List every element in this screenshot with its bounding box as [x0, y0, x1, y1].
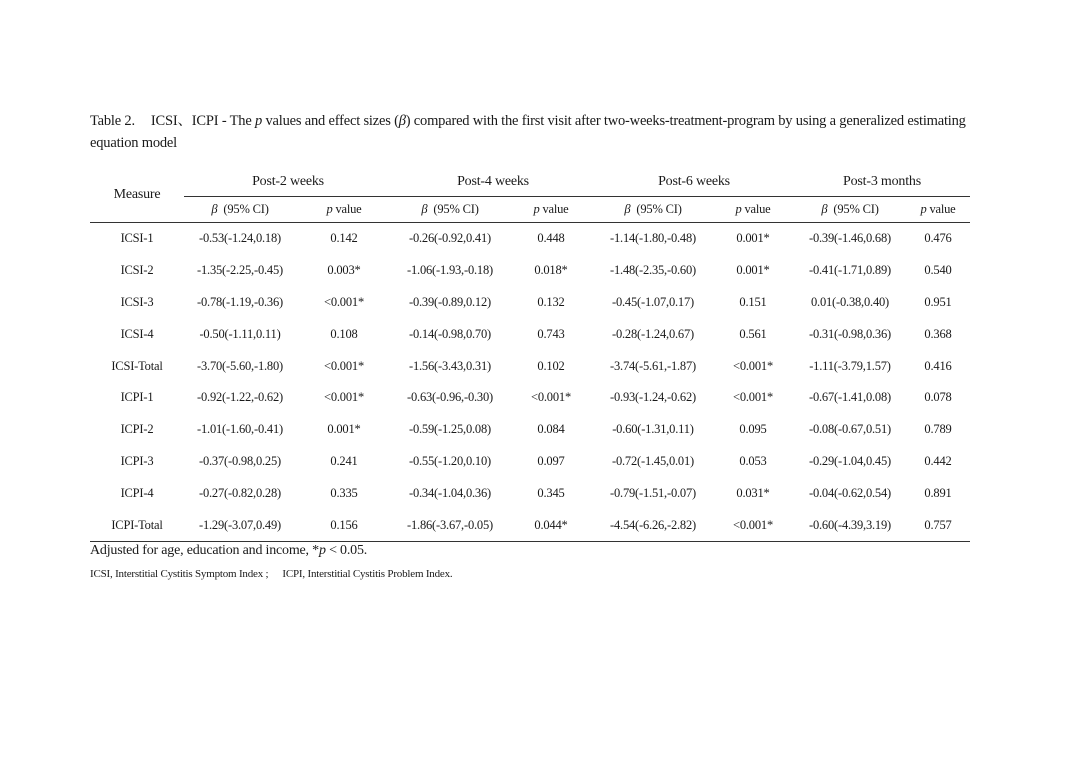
beta-ci-cell: -0.37(-0.98,0.25): [198, 453, 281, 468]
table-row: [90, 509, 970, 541]
beta-ci-cell: -0.92(-1.22,-0.62): [197, 390, 283, 405]
p-value-cell: 0.476: [924, 231, 952, 246]
table-notes: [90, 541, 970, 583]
beta-ci-cell: -0.72(-1.45,0.01): [611, 453, 694, 468]
beta-ci-cell: -1.56(-3.43,0.31): [408, 358, 491, 373]
beta-ci-cell: -0.14(-0.98,0.70): [408, 326, 491, 341]
p-value-cell: <0.001*: [323, 390, 365, 405]
subheader-row: [90, 197, 970, 223]
beta-ci-cell: -0.31(-0.98,0.36): [808, 326, 891, 341]
measure-cell: ICPI-1: [120, 390, 154, 405]
p-value-cell: 0.757: [906, 509, 970, 541]
subheader-ci-label: (95% CI): [636, 202, 682, 216]
caption-suffix: ) compared with the first visit after two-weeks-treatment-program by using a generalized estimating equation model: [90, 113, 966, 151]
p-value-cell: <0.001*: [732, 390, 774, 405]
beta-ci-cell: -3.70(-5.60,-1.80): [197, 358, 283, 373]
beta-ci-cell: -0.55(-1.20,0.10): [408, 453, 491, 468]
p-value-cell: 0.108: [330, 326, 358, 341]
beta-ci-cell: -0.27(-0.82,0.28): [198, 485, 281, 500]
p-value-cell: 0.345: [537, 485, 565, 500]
subheader-value-label: value: [744, 202, 771, 216]
p-value-cell: 0.561: [739, 326, 767, 341]
subheader-p-value: [508, 197, 594, 223]
beta-ci-cell: -0.26(-0.92,0.41): [408, 231, 491, 246]
beta-ci-cell: -1.35(-2.25,-0.45): [197, 263, 283, 278]
p-value-cell: 0.003*: [327, 263, 361, 278]
measure-cell: ICPI-2: [120, 422, 154, 437]
beta-ci-cell: -0.34(-1.04,0.36): [408, 485, 491, 500]
p-value-cell: 0.044*: [508, 509, 594, 541]
p-value-cell: 0.097: [537, 453, 565, 468]
p-value-cell: 0.448: [537, 231, 565, 246]
p-value-cell: 0.001*: [736, 231, 770, 246]
table-row: [90, 318, 970, 350]
beta-ci-cell: -0.60(-1.31,0.11): [612, 422, 694, 437]
table-row: [90, 414, 970, 446]
p-value-cell: 0.142: [330, 231, 358, 246]
table-row: [90, 350, 970, 382]
subheader-p-value: [906, 197, 970, 223]
p-value-cell: <0.001*: [530, 390, 572, 405]
beta-ci-cell: -1.01(-1.60,-0.41): [197, 422, 283, 437]
beta-ci-cell: -1.14(-1.80,-0.48): [610, 231, 696, 246]
beta-ci-cell: -1.48(-2.35,-0.60): [610, 263, 696, 278]
beta-ci-cell: -0.53(-1.24,0.18): [198, 231, 281, 246]
table-row: [90, 223, 970, 255]
subheader-value-label: value: [929, 202, 956, 216]
p-value-cell: 0.001*: [327, 422, 361, 437]
subheader-value-label: value: [542, 202, 569, 216]
beta-ci-cell: -0.45(-1.07,0.17): [611, 294, 694, 309]
beta-ci-cell: -0.39(-1.46,0.68): [808, 231, 891, 246]
table-row: [90, 446, 970, 478]
beta-ci-cell: -0.67(-1.41,0.08): [808, 390, 891, 405]
beta-ci-cell: -0.08(-0.67,0.51): [808, 422, 891, 437]
beta-ci-cell: -1.11(-3.79,1.57): [809, 358, 891, 373]
measure-cell: ICPI-4: [120, 485, 154, 500]
adjusted-note-suffix: < 0.05.: [325, 543, 368, 558]
p-value-cell: 0.442: [924, 453, 952, 468]
table-row: [90, 382, 970, 414]
beta-ci-cell: -1.86(-3.67,-0.05): [392, 509, 508, 541]
subheader-beta-ci: [794, 197, 906, 223]
p-value-cell: <0.001*: [732, 358, 774, 373]
p-value-cell: <0.001*: [712, 509, 794, 541]
p-value-cell: 0.151: [739, 294, 767, 309]
beta-ci-cell: -0.79(-1.51,-0.07): [610, 485, 696, 500]
group-header-post-4-weeks: Post-4 weeks: [457, 174, 529, 189]
beta-ci-cell: -3.74(-5.61,-1.87): [610, 358, 696, 373]
p-value-cell: 0.241: [330, 453, 358, 468]
subheader-beta-ci: [184, 197, 296, 223]
p-value-cell: 0.368: [924, 326, 952, 341]
table-body: [90, 223, 970, 542]
p-value-cell: 0.001*: [736, 263, 770, 278]
beta-ci-cell: -1.06(-1.93,-0.18): [407, 263, 493, 278]
p-value-cell: 0.031*: [736, 485, 770, 500]
beta-ci-cell: -0.63(-0.96,-0.30): [407, 390, 493, 405]
beta-ci-cell: -0.93(-1.24,-0.62): [610, 390, 696, 405]
measure-cell: ICPI-Total: [90, 509, 184, 541]
adjusted-note-p-symbol: p: [318, 543, 326, 558]
subheader-beta-symbol: β: [211, 202, 218, 216]
beta-ci-cell: -4.54(-6.26,-2.82): [594, 509, 712, 541]
abbreviation-note: [90, 565, 970, 583]
measure-cell: ICSI-4: [120, 326, 154, 341]
p-value-cell: 0.053: [739, 453, 767, 468]
p-value-cell: 0.540: [924, 263, 952, 278]
adjusted-note: [90, 541, 970, 561]
p-value-cell: 0.102: [537, 358, 565, 373]
p-value-cell: 0.743: [537, 326, 565, 341]
subheader-beta-ci: [594, 197, 712, 223]
adjusted-note-prefix: Adjusted for age, education and income, *: [90, 543, 319, 558]
group-header-post-3-months: Post-3 months: [843, 174, 921, 189]
subheader-p-symbol: p: [735, 202, 742, 216]
table-row: [90, 287, 970, 319]
p-value-cell: 0.416: [924, 358, 952, 373]
subheader-ci-label: (95% CI): [433, 202, 479, 216]
beta-ci-cell: -0.50(-1.11,0.11): [199, 326, 281, 341]
p-value-cell: 0.078: [924, 390, 952, 405]
beta-ci-cell: -0.39(-0.89,0.12): [408, 294, 491, 309]
subheader-ci-label: (95% CI): [833, 202, 879, 216]
measure-cell: ICSI-2: [120, 263, 154, 278]
p-value-cell: 0.156: [296, 509, 392, 541]
p-value-cell: 0.132: [537, 294, 565, 309]
p-value-cell: 0.095: [739, 422, 767, 437]
table-row: [90, 255, 970, 287]
beta-ci-cell: -0.29(-1.04,0.45): [808, 453, 891, 468]
table-row: [90, 477, 970, 509]
subheader-beta-ci: [392, 197, 508, 223]
subheader-p-symbol: p: [533, 202, 540, 216]
caption-prefix: ICSI、ICPI - The: [150, 113, 255, 129]
subheader-beta-symbol: β: [624, 202, 631, 216]
beta-ci-cell: -0.28(-1.24,0.67): [611, 326, 694, 341]
measure-cell: ICSI-1: [120, 231, 154, 246]
table-label: Table 2.: [90, 113, 135, 129]
caption-middle: values and effect sizes (: [262, 113, 399, 129]
results-table: [90, 168, 970, 542]
beta-ci-cell: 0.01(-0.38,0.40): [810, 294, 890, 309]
measure-cell: ICSI-Total: [111, 358, 163, 373]
subheader-beta-symbol: β: [821, 202, 828, 216]
beta-ci-cell: -0.60(-4.39,3.19): [794, 509, 906, 541]
caption-beta-symbol: β: [398, 113, 406, 129]
p-value-cell: 0.018*: [534, 263, 568, 278]
group-header-post-2-weeks: Post-2 weeks: [252, 174, 324, 189]
beta-ci-cell: -0.59(-1.25,0.08): [408, 422, 491, 437]
p-value-cell: 0.891: [924, 485, 952, 500]
subheader-p-symbol: p: [326, 202, 333, 216]
abbreviation-icpi: ICPI, Interstitial Cystitis Problem Index.: [282, 568, 453, 580]
p-value-cell: <0.001*: [323, 294, 365, 309]
table-caption: [90, 110, 970, 154]
subheader-p-value: [712, 197, 794, 223]
p-value-cell: 0.951: [924, 294, 952, 309]
subheader-p-symbol: p: [920, 202, 927, 216]
p-value-cell: 0.335: [330, 485, 358, 500]
subheader-p-value: [296, 197, 392, 223]
beta-ci-cell: -0.41(-1.71,0.89): [808, 263, 891, 278]
p-value-cell: 0.084: [537, 422, 565, 437]
beta-ci-cell: -0.78(-1.19,-0.36): [197, 294, 283, 309]
abbreviation-icsi: ICSI, Interstitial Cystitis Symptom Index ;: [90, 568, 269, 580]
caption-p-symbol: p: [254, 113, 263, 129]
beta-ci-cell: -1.29(-3.07,0.49): [184, 509, 296, 541]
group-header-post-6-weeks: Post-6 weeks: [658, 174, 730, 189]
measure-header: Measure: [90, 168, 184, 223]
measure-cell: ICPI-3: [120, 453, 154, 468]
subheader-ci-label: (95% CI): [223, 202, 269, 216]
header-group-row: [90, 168, 970, 197]
p-value-cell: 0.789: [924, 422, 952, 437]
p-value-cell: <0.001*: [323, 358, 365, 373]
measure-cell: ICSI-3: [120, 294, 154, 309]
beta-ci-cell: -0.04(-0.62,0.54): [808, 485, 891, 500]
subheader-beta-symbol: β: [421, 202, 428, 216]
subheader-value-label: value: [335, 202, 362, 216]
